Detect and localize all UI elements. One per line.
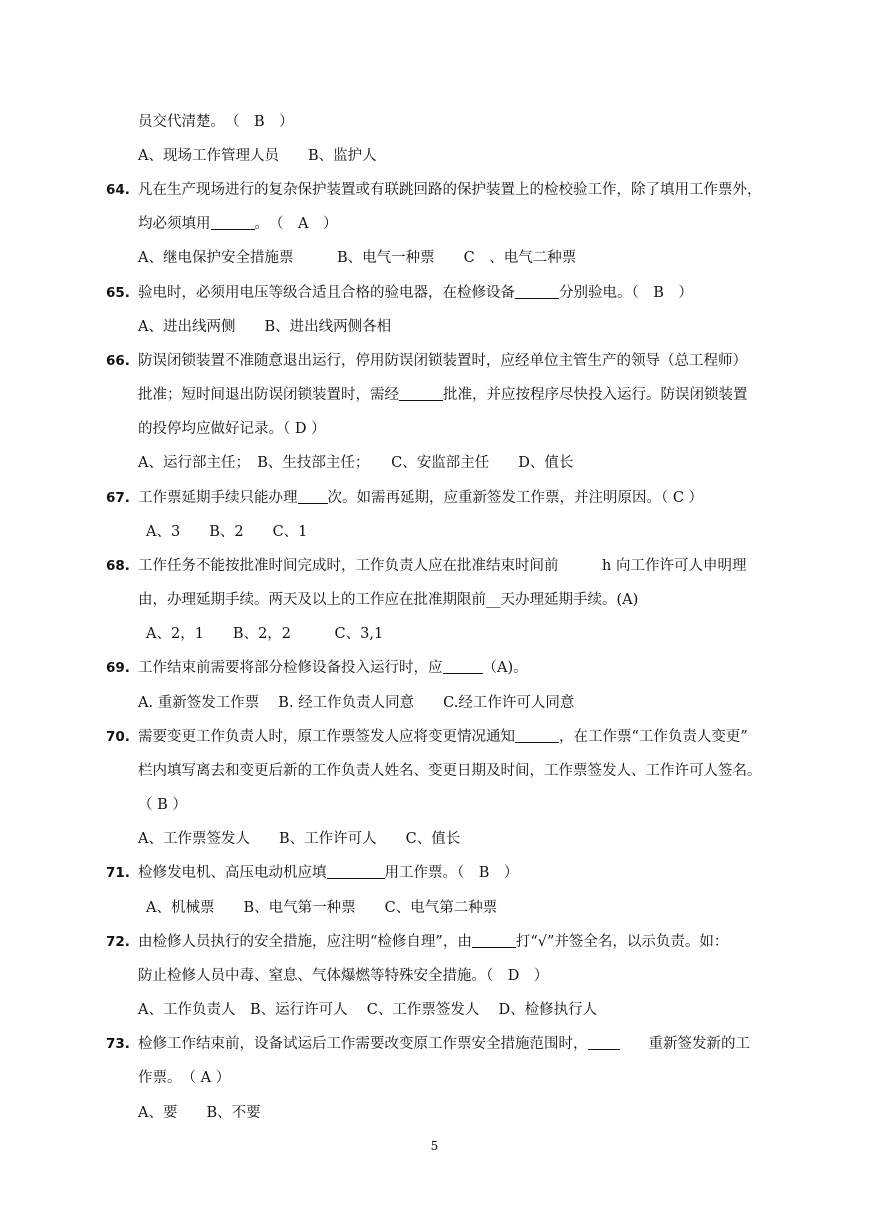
text-segment: 的投停均应做好记录。（ D ） (138, 421, 326, 437)
text-segment: A、3 B、2 C、1 (146, 524, 308, 540)
text-segment: ，在工作票“工作负责人变更” (559, 729, 748, 745)
text-segment: 工作票延期手续只能办理 (138, 490, 298, 506)
text-segment: 用工作票。（ B ） (384, 865, 519, 881)
text-segment: 栏内填写离去和变更后新的工作负责人姓名、变更日期及时间，工作票签发人、工作许可人签名。 (138, 763, 762, 779)
text-line (138, 761, 762, 781)
question-number: 69. (106, 660, 130, 676)
fill-blank-underline (515, 728, 559, 743)
text-segment: 检修发电机、高压电动机应填 (138, 865, 327, 881)
question-number: 68. (106, 558, 130, 574)
text-line (138, 727, 748, 747)
text-line (138, 1000, 597, 1020)
text-line (138, 932, 728, 952)
text-segment: 分别验电。（ B ） (559, 285, 693, 301)
text-segment: 作票。 （ A ） (138, 1070, 231, 1086)
text-segment: 需要变更工作负责人时，原工作票签发人应将变更情况通知 (138, 729, 515, 745)
text-segment: 工作任务不能按批准时间完成时，工作负责人应在批准结束时间前 h 向工作许可人申明理 (138, 558, 747, 574)
text-line (138, 146, 377, 166)
text-segment: 批准，并应按程序尽快投入运行。防误闭锁装置 (443, 387, 748, 403)
text-segment: 批准；短时间退出防误闭锁装置时，需经 (138, 387, 399, 403)
text-line (138, 590, 638, 610)
text-segment: 均必须填用 (138, 216, 211, 232)
question-number: 64. (106, 182, 130, 198)
text-line (138, 829, 460, 849)
text-line (138, 556, 746, 576)
text-segment: A、现场工作管理人员 B、监护人 (138, 148, 377, 164)
text-segment: A、继电保护安全措施票 B、电气一种票 C 、电气二种票 (138, 250, 577, 266)
text-line (146, 522, 307, 542)
text-line (138, 658, 528, 678)
text-line (138, 453, 573, 473)
question-number: 67. (106, 490, 130, 506)
text-segment: A. 重新签发工作票 B. 经工作负责人同意 C.经工作许可人同意 (138, 695, 575, 711)
fill-blank-underline (443, 659, 483, 674)
text-line (146, 624, 383, 644)
text-segment: A、机械票 B、电气第一种票 C、电气第二种票 (146, 900, 498, 916)
fill-blank-underline (472, 933, 516, 948)
fill-blank-underline (515, 284, 559, 299)
text-line (146, 898, 497, 918)
text-segment: A、进出线两侧 B、进出线两侧各相 (138, 319, 392, 335)
text-line (138, 693, 574, 713)
text-line (138, 248, 576, 268)
text-segment: 次。如需再延期，应重新签发工作票，并注明原因。（ C ） (327, 490, 704, 506)
text-line (138, 1068, 230, 1088)
text-segment: 防止检修人员中毒、窒息、气体爆燃等特殊安全措施。（ D ） (138, 968, 549, 984)
text-segment: A、工作负责人 B、运行许可人 C、工作票签发人 D、检修执行人 (138, 1002, 598, 1018)
text-line (138, 351, 747, 371)
text-line (138, 214, 337, 234)
text-line (138, 419, 326, 439)
text-line (138, 1034, 750, 1054)
fill-blank-underline (588, 1035, 620, 1050)
text-line (138, 180, 762, 200)
text-segment: 打“√”并签全名，以示负责。如： (515, 934, 729, 950)
text-segment: 员交代清楚。 （ B ） (138, 114, 294, 130)
text-segment: 由，办理延期手续。两天及以上的工作应在批准期限前__天办理延期手续。(A) (138, 592, 639, 608)
text-segment: 验电时，必须用电压等级合适且合格的验电器，在检修设备 (138, 285, 515, 301)
fill-blank-underline (298, 489, 328, 504)
text-line (138, 863, 518, 883)
fill-blank-underline (399, 386, 443, 401)
text-segment: （A)。 (482, 660, 528, 676)
question-number: 65. (106, 285, 130, 301)
text-segment: A、要 B、不要 (138, 1105, 261, 1121)
text-segment: 凡在生产现场进行的复杂保护装置或有联跳回路的保护装置上的检校验工作，除了填用工作票外， (138, 182, 762, 198)
text-segment: （ B ） (138, 797, 187, 813)
page-number: 5 (430, 1139, 439, 1153)
question-number: 72. (106, 934, 130, 950)
fill-blank-underline (327, 864, 385, 879)
text-segment: 由检修人员执行的安全措施，应注明“检修自理”，由 (138, 934, 472, 950)
fill-blank-underline (211, 215, 255, 230)
question-number: 70. (106, 729, 130, 745)
question-number: 71. (106, 865, 130, 881)
text-segment: A、运行部主任； B、生技部主任； C、安监部主任 D、值长 (138, 455, 574, 471)
question-number: 73. (106, 1036, 130, 1052)
text-segment: 。 （ A ） (254, 216, 338, 232)
text-line (138, 1103, 261, 1123)
text-segment: A、2，1 B、2，2 C、3,1 (146, 626, 384, 642)
text-segment: A、工作票签发人 B、工作许可人 C、值长 (138, 831, 461, 847)
text-segment: 工作结束前需要将部分检修设备投入运行时，应 (138, 660, 443, 676)
text-segment: 防误闭锁装置不准随意退出运行，停用防误闭锁装置时，应经单位主管生产的领导（总工程师） (138, 353, 747, 369)
text-line (138, 317, 391, 337)
text-line (138, 488, 703, 508)
text-line (138, 385, 748, 405)
text-segment: 重新签发新的工 (619, 1036, 750, 1052)
text-line (138, 795, 187, 815)
text-line (138, 283, 693, 303)
text-line (138, 966, 548, 986)
question-number: 66. (106, 353, 130, 369)
text-line (138, 112, 294, 132)
text-segment: 检修工作结束前，设备试运后工作需要改变原工作票安全措施范围时， (138, 1036, 588, 1052)
